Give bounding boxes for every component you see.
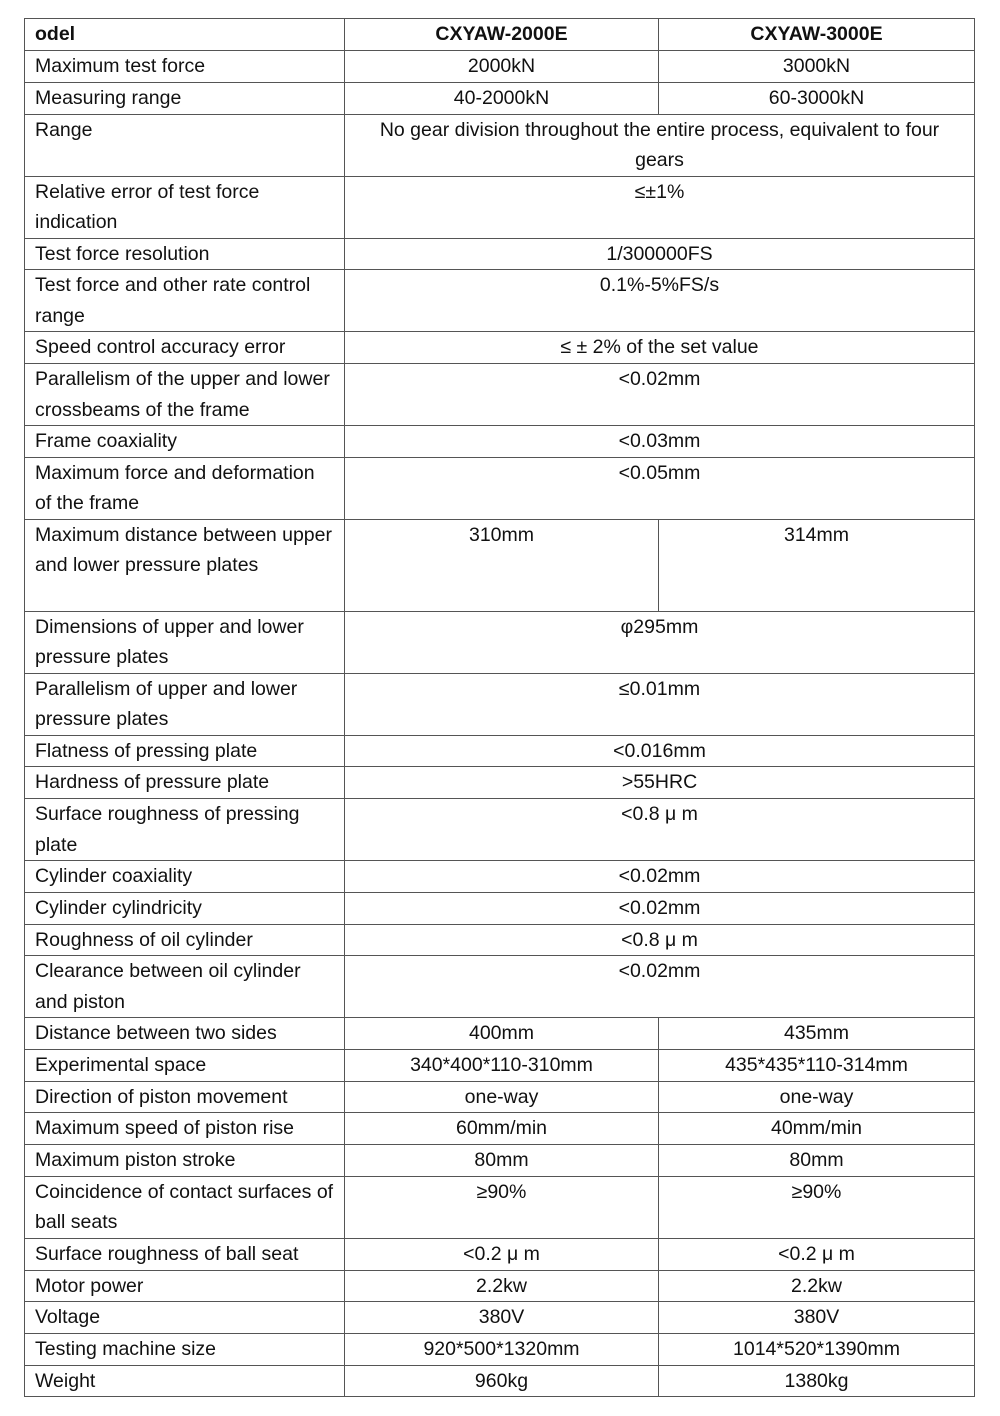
- spec-label: Testing machine size: [25, 1333, 345, 1365]
- specification-table: [24, 18, 975, 1397]
- spec-label: Clearance between oil cylinder and piston: [25, 956, 345, 1018]
- spec-value: 80mm: [345, 1145, 659, 1177]
- spec-value: 40mm/min: [659, 1113, 975, 1145]
- spec-row: [25, 426, 975, 458]
- spec-label: Hardness of pressure plate: [25, 767, 345, 799]
- spec-value: 310mm: [345, 519, 659, 611]
- spec-value-merged: <0.02mm: [345, 956, 975, 1018]
- spec-row: [25, 1238, 975, 1270]
- spec-value: 400mm: [345, 1018, 659, 1050]
- spec-label: Range: [25, 114, 345, 176]
- model-name: CXYAW-3000E: [659, 19, 975, 51]
- spec-label: Weight: [25, 1365, 345, 1397]
- spec-value: one-way: [345, 1081, 659, 1113]
- spec-value: 2.2kw: [345, 1270, 659, 1302]
- spec-value: 40-2000kN: [345, 82, 659, 114]
- spec-label: Motor power: [25, 1270, 345, 1302]
- spec-value-merged: <0.05mm: [345, 457, 975, 519]
- spec-row: [25, 673, 975, 735]
- spec-label: Measuring range: [25, 82, 345, 114]
- spec-label: Test force and other rate control range: [25, 270, 345, 332]
- specification-table-body: [25, 19, 975, 1397]
- spec-row: [25, 611, 975, 673]
- spec-value: 960kg: [345, 1365, 659, 1397]
- spec-row: [25, 114, 975, 176]
- spec-value: 380V: [659, 1302, 975, 1334]
- spec-label: Distance between two sides: [25, 1018, 345, 1050]
- spec-row: [25, 332, 975, 364]
- spec-row: [25, 1113, 975, 1145]
- spec-value: ≥90%: [345, 1176, 659, 1238]
- spec-label: Direction of piston movement: [25, 1081, 345, 1113]
- spec-value: 1380kg: [659, 1365, 975, 1397]
- spec-label: Cylinder cylindricity: [25, 892, 345, 924]
- spec-value-merged: >55HRC: [345, 767, 975, 799]
- spec-value-merged: ≤0.01mm: [345, 673, 975, 735]
- spec-value-merged: <0.03mm: [345, 426, 975, 458]
- spec-value-merged: φ295mm: [345, 611, 975, 673]
- spec-label: Maximum speed of piston rise: [25, 1113, 345, 1145]
- spec-value: 80mm: [659, 1145, 975, 1177]
- spec-label: Parallelism of upper and lower pressure plates: [25, 673, 345, 735]
- spec-value: 2000kN: [345, 51, 659, 83]
- spec-row: [25, 1018, 975, 1050]
- spec-label: Coincidence of contact surfaces of ball seats: [25, 1176, 345, 1238]
- spec-row: [25, 892, 975, 924]
- spec-row: [25, 238, 975, 270]
- spec-row: [25, 1176, 975, 1238]
- model-name: CXYAW-2000E: [345, 19, 659, 51]
- spec-label: Frame coaxiality: [25, 426, 345, 458]
- spec-row: [25, 799, 975, 861]
- spec-value: 314mm: [659, 519, 975, 611]
- spec-label: Maximum piston stroke: [25, 1145, 345, 1177]
- spec-row: [25, 457, 975, 519]
- spec-value: <0.2 μ m: [345, 1238, 659, 1270]
- spec-label: Test force resolution: [25, 238, 345, 270]
- spec-label: Flatness of pressing plate: [25, 735, 345, 767]
- spec-value-merged: <0.02mm: [345, 892, 975, 924]
- spec-label: Maximum test force: [25, 51, 345, 83]
- spec-value: ≥90%: [659, 1176, 975, 1238]
- spec-label: Surface roughness of pressing plate: [25, 799, 345, 861]
- spec-row: [25, 1145, 975, 1177]
- spec-row: [25, 176, 975, 238]
- spec-value-merged: 0.1%-5%FS/s: [345, 270, 975, 332]
- spec-label: Experimental space: [25, 1050, 345, 1082]
- spec-value: one-way: [659, 1081, 975, 1113]
- spec-value-merged: <0.016mm: [345, 735, 975, 767]
- spec-row: [25, 1270, 975, 1302]
- spec-label: Maximum force and deformation of the frame: [25, 457, 345, 519]
- spec-value: 1014*520*1390mm: [659, 1333, 975, 1365]
- spec-value: 380V: [345, 1302, 659, 1334]
- spec-label: Surface roughness of ball seat: [25, 1238, 345, 1270]
- spec-value-merged: <0.02mm: [345, 861, 975, 893]
- spec-value: 60-3000kN: [659, 82, 975, 114]
- spec-value: 435mm: [659, 1018, 975, 1050]
- spec-value: 435*435*110-314mm: [659, 1050, 975, 1082]
- spec-row: [25, 735, 975, 767]
- spec-row: [25, 519, 975, 611]
- spec-row: [25, 82, 975, 114]
- spec-label: Relative error of test force indication: [25, 176, 345, 238]
- spec-value: <0.2 μ m: [659, 1238, 975, 1270]
- spec-value-merged: <0.8 μ m: [345, 799, 975, 861]
- spec-label: Roughness of oil cylinder: [25, 924, 345, 956]
- spec-value-merged: 1/300000FS: [345, 238, 975, 270]
- spec-value: 920*500*1320mm: [345, 1333, 659, 1365]
- spec-row: [25, 364, 975, 426]
- spec-row: [25, 956, 975, 1018]
- spec-label: Dimensions of upper and lower pressure plates: [25, 611, 345, 673]
- spec-row: [25, 270, 975, 332]
- spec-row: [25, 51, 975, 83]
- spec-row: [25, 1365, 975, 1397]
- spec-value: 60mm/min: [345, 1113, 659, 1145]
- header-row: [25, 19, 975, 51]
- spec-row: [25, 861, 975, 893]
- spec-label: Cylinder coaxiality: [25, 861, 345, 893]
- spec-label: Voltage: [25, 1302, 345, 1334]
- spec-row: [25, 1050, 975, 1082]
- spec-row: [25, 767, 975, 799]
- spec-value: 340*400*110-310mm: [345, 1050, 659, 1082]
- spec-value: 3000kN: [659, 51, 975, 83]
- spec-label: Parallelism of the upper and lower crossbeams of the frame: [25, 364, 345, 426]
- spec-label: Maximum distance between upper and lower pressure plates: [25, 519, 345, 611]
- spec-value-merged: ≤ ± 2% of the set value: [345, 332, 975, 364]
- header-label: odel: [25, 19, 345, 51]
- spec-label: Speed control accuracy error: [25, 332, 345, 364]
- spec-value-merged: <0.8 μ m: [345, 924, 975, 956]
- spec-row: [25, 1333, 975, 1365]
- spec-row: [25, 1302, 975, 1334]
- spec-value: 2.2kw: [659, 1270, 975, 1302]
- spec-value-merged: <0.02mm: [345, 364, 975, 426]
- spec-row: [25, 1081, 975, 1113]
- spec-value-merged: ≤±1%: [345, 176, 975, 238]
- spec-value-merged: No gear division throughout the entire process, equivalent to four gears: [345, 114, 975, 176]
- spec-row: [25, 924, 975, 956]
